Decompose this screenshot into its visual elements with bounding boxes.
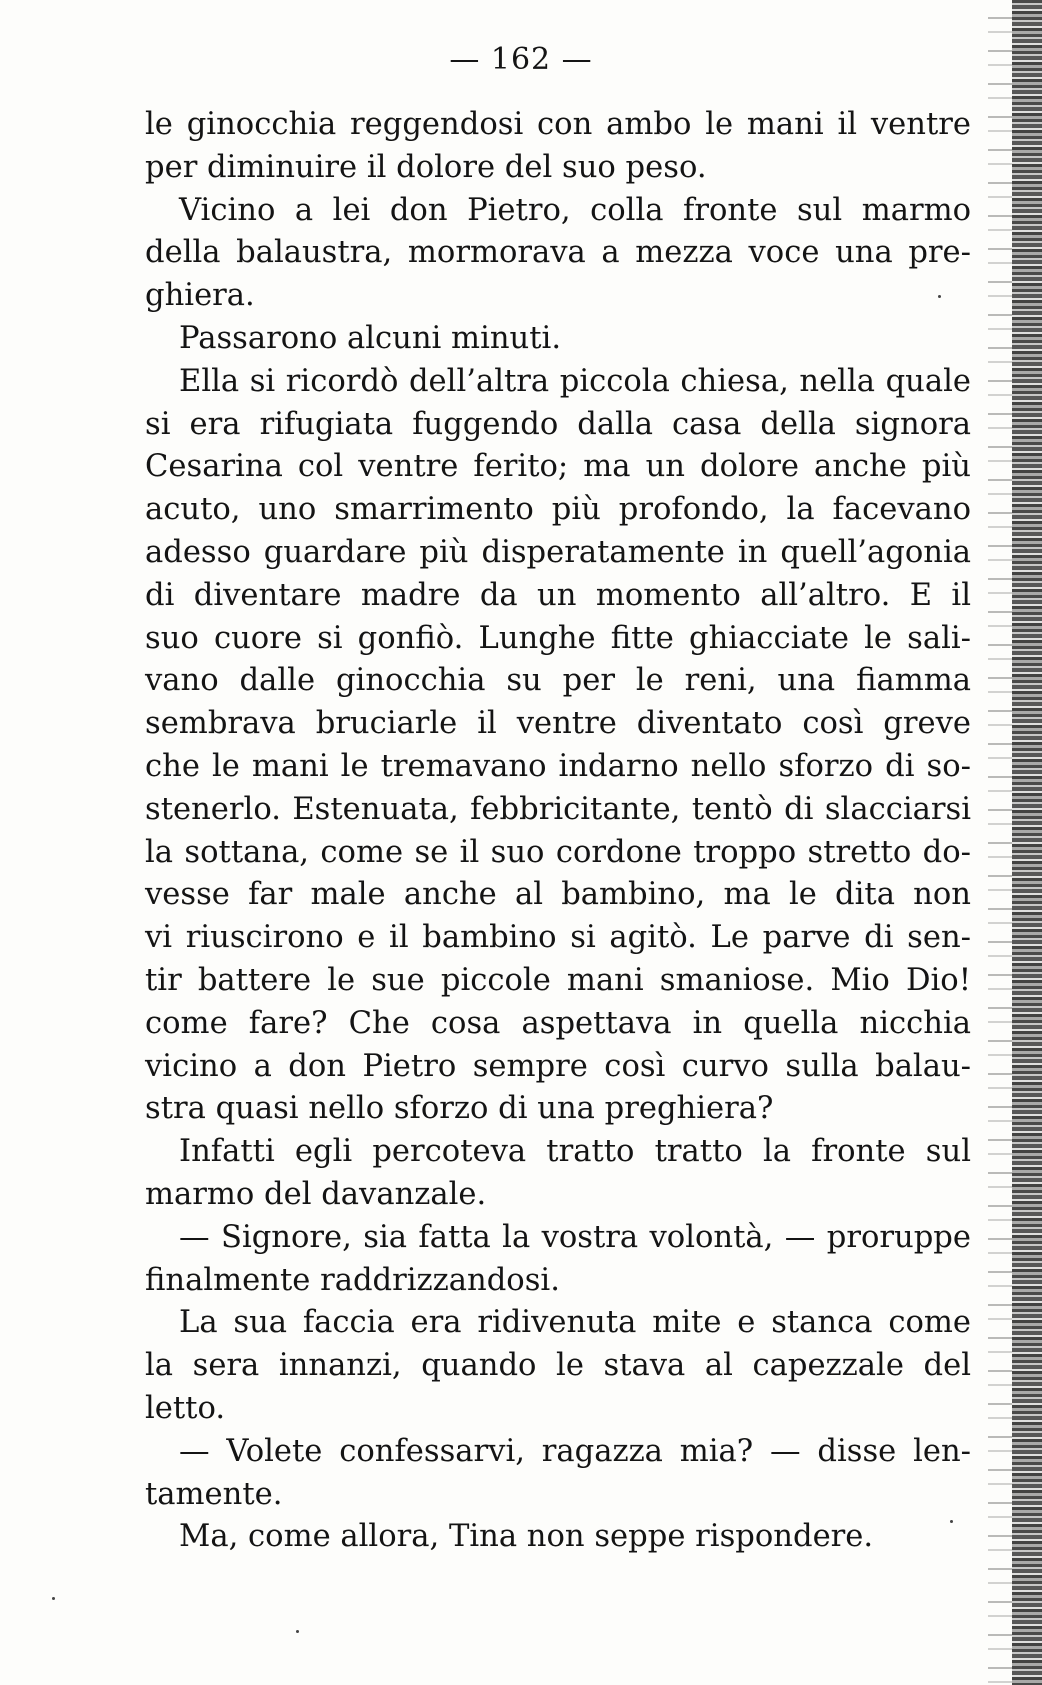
text-line: vicino a don Pietro sempre così curvo sulla balau- — [145, 1048, 971, 1084]
text-line: ghiera. — [145, 278, 255, 314]
text-line: suo cuore si gonfiò. Lunghe fitte ghiacciate le sali- — [145, 620, 971, 656]
text-line: finalmente raddrizzandosi. — [145, 1262, 560, 1298]
text-line: che le mani le tremavano indarno nello sforzo di so- — [145, 748, 971, 784]
paper-speck — [52, 1597, 55, 1600]
text-line: Vicino a lei don Pietro, colla fronte sul marmo — [179, 192, 971, 228]
text-line: della balaustra, mormorava a mezza voce una pre- — [145, 235, 971, 271]
text-line: — Signore, sia fatta la vostra volontà, — proruppe — [179, 1219, 971, 1255]
text-line: marmo del davanzale. — [145, 1176, 487, 1212]
text-line: Passarono alcuni minuti. — [179, 320, 562, 356]
text-line: sembrava bruciarle il ventre diventato così greve — [145, 706, 971, 742]
text-line: acuto, uno smarrimento più profondo, la facevano — [145, 492, 971, 528]
text-line: come fare? Che cosa aspettava in quella nicchia — [145, 1005, 971, 1041]
text-line: le ginocchia reggendosi con ambo le mani il ventre — [145, 107, 971, 142]
text-line: la sera innanzi, quando le stava al capezzale del — [145, 1348, 971, 1384]
paper-speck — [296, 1630, 299, 1633]
text-line: si era rifugiata fuggendo dalla casa della signora — [145, 406, 971, 442]
text-line: vi riuscirono e il bambino si agitò. Le parve di sen- — [145, 920, 971, 956]
paper-speck — [938, 295, 941, 298]
page-edge-shadow — [988, 0, 1012, 1685]
text-line: — Volete confessarvi, ragazza mia? — disse len- — [179, 1433, 971, 1469]
text-line: Ma, come allora, Tina non seppe rispondere. — [179, 1519, 874, 1555]
text-line: stenerlo. Estenuata, febbricitante, tentò di slacciarsi — [145, 791, 971, 827]
text-line: tir battere le sue piccole mani smaniose. Mio Dio! — [145, 962, 971, 998]
text-line: adesso guardare più disperatamente in quell’agonia — [145, 534, 971, 570]
body-text — [145, 104, 971, 1559]
text-line: di diventare madre da un momento all’altro. E il — [145, 577, 971, 613]
paper-speck — [950, 1520, 953, 1523]
text-line: per diminuire il dolore del suo peso. — [145, 149, 707, 185]
text-line: la sottana, come se il suo cordone troppo stretto do- — [145, 834, 971, 870]
text-line: La sua faccia era ridivenuta mite e stanca come — [179, 1305, 971, 1341]
text-line: Infatti egli percoteva tratto tratto la fronte sul — [179, 1134, 971, 1170]
page-edge-binding — [1012, 0, 1042, 1685]
page-number: — 162 — — [449, 42, 593, 77]
text-line: Ella si ricordò dell’altra piccola chiesa, nella quale — [179, 363, 971, 399]
text-line: letto. — [145, 1390, 226, 1426]
text-line: vano dalle ginocchia su per le reni, una fiamma — [145, 663, 971, 699]
text-line: Cesarina col ventre ferito; ma un dolore anche più — [145, 449, 971, 485]
text-line: vesse far male anche al bambino, ma le dita non — [145, 877, 971, 913]
text-line: tamente. — [145, 1476, 283, 1512]
text-line: stra quasi nello sforzo di una preghiera? — [145, 1091, 774, 1127]
